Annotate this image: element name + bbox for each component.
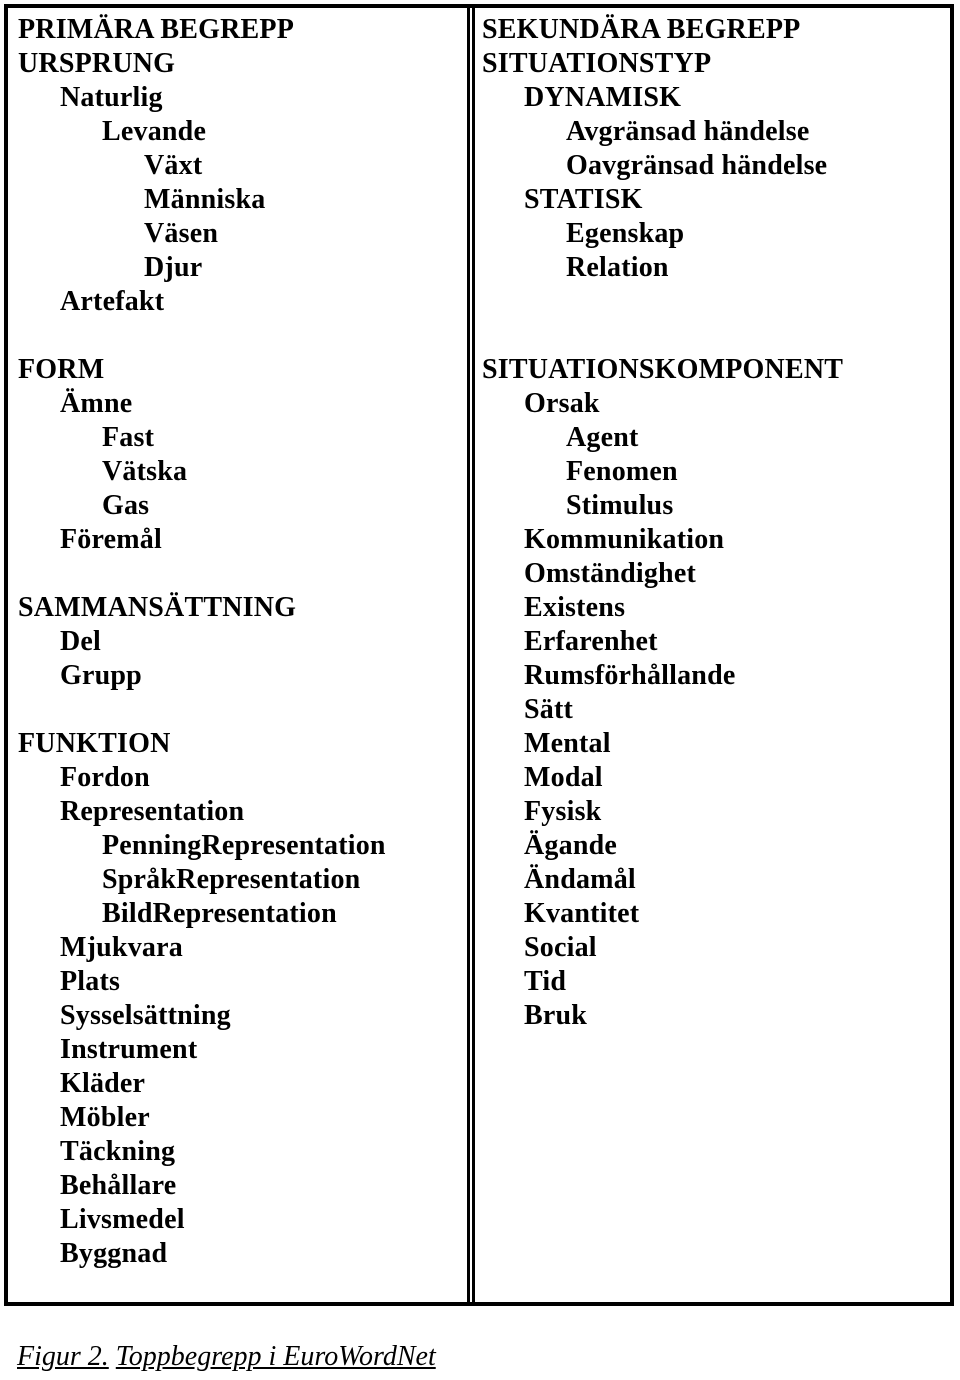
concept-item: Grupp <box>60 660 142 691</box>
category-heading: SAMMANSÄTTNING <box>18 592 297 623</box>
concept-item: Vätska <box>102 456 188 487</box>
figure-label: Figur 2. <box>17 1341 109 1372</box>
concept-item: Människa <box>144 184 266 215</box>
concept-item: Ämne <box>60 388 133 419</box>
concept-item: Gas <box>102 490 150 521</box>
concept-item: Ägande <box>524 830 617 861</box>
concept-item: Mental <box>524 728 611 759</box>
concept-item: Byggnad <box>60 1238 168 1269</box>
concept-item: Levande <box>102 116 207 147</box>
figure-caption <box>17 1340 436 1374</box>
concept-item: Kvantitet <box>524 898 640 929</box>
concept-item: Fenomen <box>566 456 678 487</box>
concept-item: Föremål <box>60 524 162 555</box>
concept-item: Modal <box>524 762 603 793</box>
concept-item: Tid <box>524 966 567 997</box>
category-heading: SITUATIONSKOMPONENT <box>482 354 844 385</box>
concept-item: Fordon <box>60 762 150 793</box>
concept-table <box>4 4 954 1306</box>
concept-item: Möbler <box>60 1102 150 1133</box>
concept-item: BildRepresentation <box>102 898 337 929</box>
concept-item: Representation <box>60 796 245 827</box>
concept-item: Egenskap <box>566 218 685 249</box>
concept-item: Stimulus <box>566 490 674 521</box>
concept-item: SpråkRepresentation <box>102 864 361 895</box>
concept-item: Sätt <box>524 694 574 725</box>
concept-item: Artefakt <box>60 286 165 317</box>
concept-item: DYNAMISK <box>524 82 682 113</box>
concept-item: Kommunikation <box>524 524 725 555</box>
concept-item: Plats <box>60 966 121 997</box>
concept-item: Oavgränsad händelse <box>566 150 828 181</box>
category-heading: SITUATIONSTYP <box>482 48 712 79</box>
concept-item: Mjukvara <box>60 932 183 963</box>
concept-item: Kläder <box>60 1068 146 1099</box>
figure-title: Toppbegrepp i EuroWordNet <box>115 1341 436 1372</box>
concept-item: Del <box>60 626 102 657</box>
concept-item: Djur <box>144 252 203 283</box>
concept-item: Agent <box>566 422 639 453</box>
concept-item: Täckning <box>60 1136 176 1167</box>
category-heading: URSPRUNG <box>18 48 176 79</box>
column-header: PRIMÄRA BEGREPP <box>18 14 294 45</box>
concept-item: Rumsförhållande <box>524 660 736 691</box>
concept-item: Naturlig <box>60 82 163 113</box>
concept-item: Social <box>524 932 597 963</box>
column-header: SEKUNDÄRA BEGREPP <box>482 14 801 45</box>
concept-item: Erfarenhet <box>524 626 658 657</box>
concept-item: Bruk <box>524 1000 588 1031</box>
concept-item: Fast <box>102 422 155 453</box>
concept-item: Existens <box>524 592 626 623</box>
category-heading: FUNKTION <box>18 728 171 759</box>
primary-concepts-column <box>8 8 470 1302</box>
concept-item: Livsmedel <box>60 1204 185 1235</box>
concept-item: Omständighet <box>524 558 696 589</box>
concept-item: Behållare <box>60 1170 177 1201</box>
concept-item: Fysisk <box>524 796 602 827</box>
concept-item: Ändamål <box>524 864 636 895</box>
concept-item: Relation <box>566 252 669 283</box>
concept-item: STATISK <box>524 184 643 215</box>
category-heading: FORM <box>18 354 105 385</box>
concept-item: Väsen <box>144 218 219 249</box>
concept-item: PenningRepresentation <box>102 830 386 861</box>
concept-item: Orsak <box>524 388 600 419</box>
concept-item: Sysselsättning <box>60 1000 231 1031</box>
concept-item: Instrument <box>60 1034 198 1065</box>
concept-item: Avgränsad händelse <box>566 116 810 147</box>
secondary-concepts-column <box>472 8 950 1302</box>
concept-item: Växt <box>144 150 203 181</box>
